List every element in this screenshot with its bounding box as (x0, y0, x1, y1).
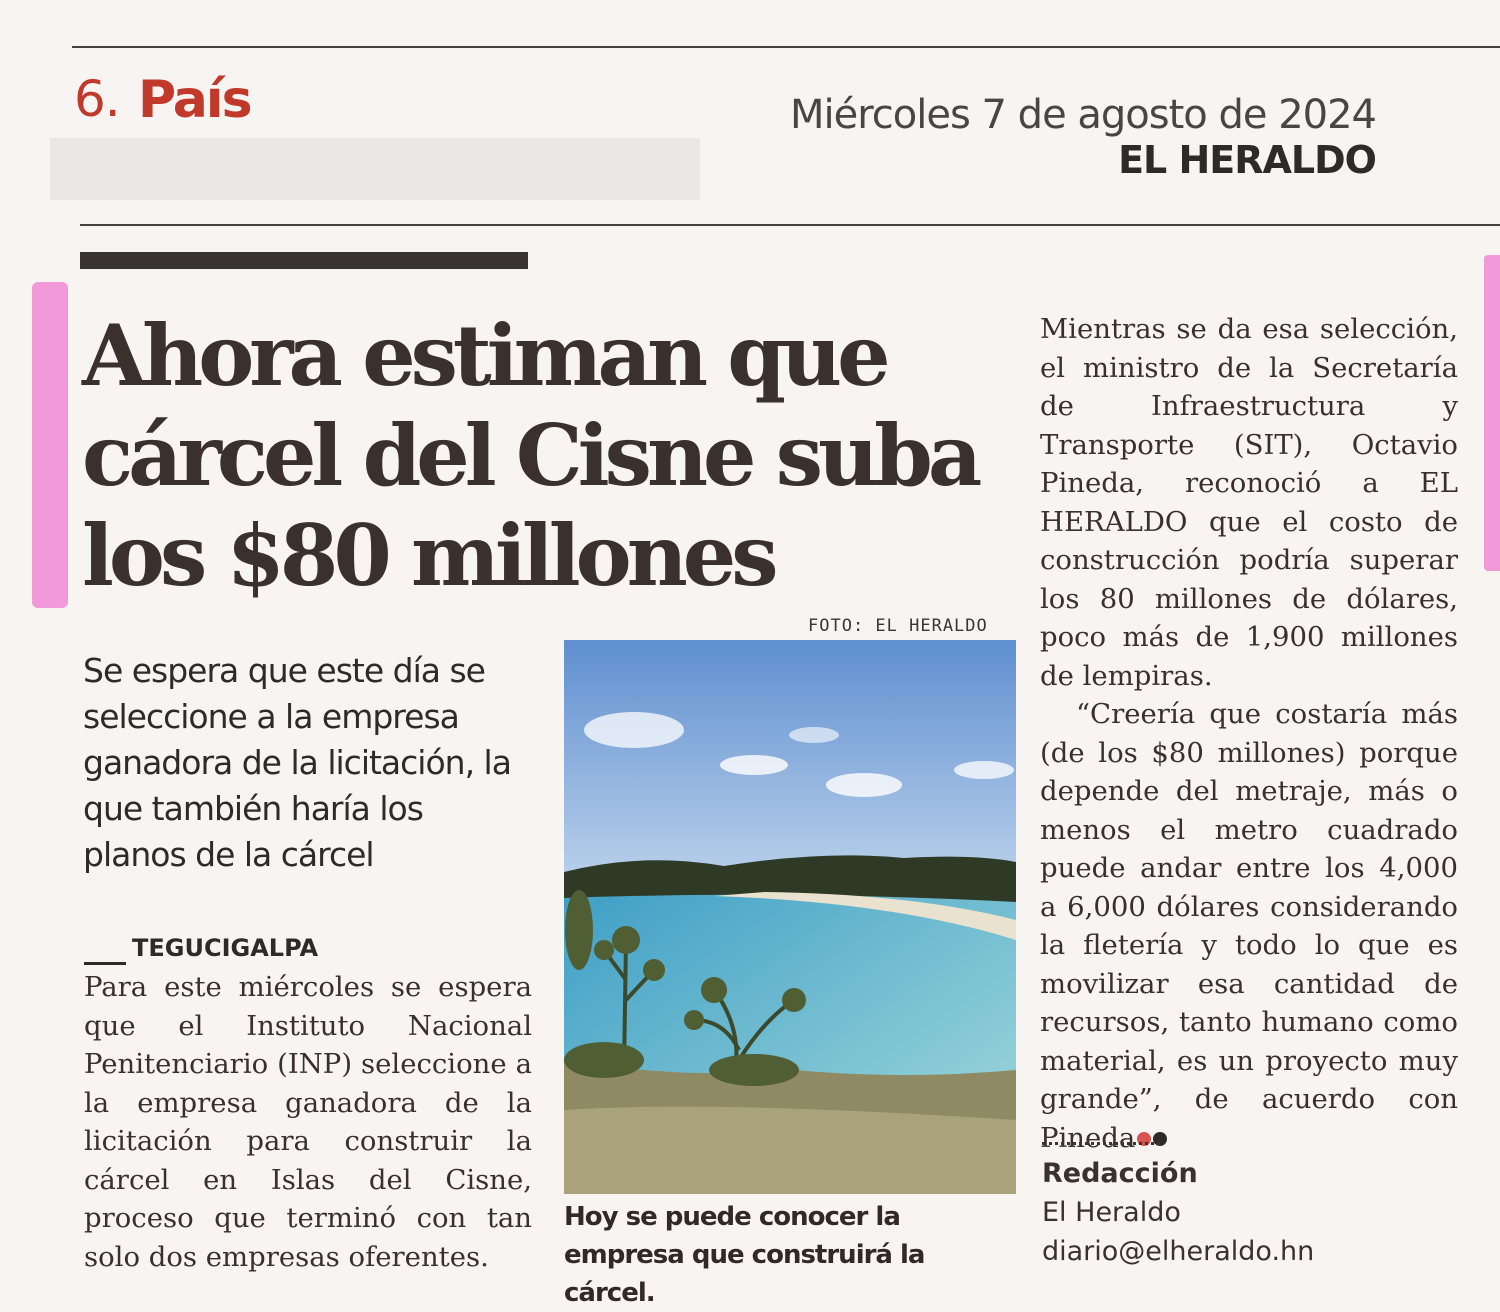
photo-caption: Hoy se puede conocer la empresa que construirá la cárcel. (564, 1202, 925, 1308)
highlighter-mark-right (1484, 255, 1500, 571)
header-rule (80, 224, 1500, 226)
body-paragraph: Mientras se da esa selección, el ministro de la Secretaría de Infraestructura y Transporte (SIT), Octavio Pineda, reconoció a EL HERALDO que el costo de construcción podría superar los 80 millones de dólares, poco más de 1,900 millones de lempiras. (1040, 313, 1458, 692)
subheadline: Se espera que este día se seleccione a la empresa ganadora de la licitación, la que también haría los planos de la cárcel (83, 651, 511, 874)
newspaper-name: EL HERALDO (1118, 138, 1376, 182)
byline-divider (1042, 1142, 1160, 1145)
body-text-left: Para este miércoles se espera que el Instituto Nacional Penitenciario (INP) seleccione a la empresa ganadora de la licitación para construir la cárcel en Islas del Cisne, proceso que terminó con tan solo dos empresas oferentes. (84, 971, 532, 1273)
headline-line: cárcel del Cisne suba (82, 406, 978, 505)
headline (82, 306, 1022, 606)
byline-outlet: El Heraldo (1042, 1197, 1181, 1228)
bleed-through-band (50, 138, 700, 200)
issue-date: Miércoles 7 de agosto de 2024 (789, 92, 1376, 138)
section-name: País (138, 70, 251, 130)
dateline: TEGUCIGALPA (132, 934, 319, 962)
byline-email: diario@elheraldo.hn (1042, 1236, 1315, 1267)
section-number: 6. (74, 70, 120, 128)
photo-credit: FOTO: EL HERALDO (808, 616, 988, 636)
body-paragraph-quote (1040, 695, 1458, 1157)
quote-text: “Creería que costaría más (de los $80 millones) porque depende del metraje, más o menos el metro cuadrado puede andar entre los 4,000 a 6,000 dólares considerando la fletería y todo lo que es movilizar esa cantidad de recursos, tanto humano como material, es un proyecto muy grande”, de acuerdo con Pineda (1040, 698, 1458, 1154)
headline-bar (80, 252, 528, 269)
headline-line: Ahora estiman que (82, 306, 886, 405)
beach-photo (564, 640, 1016, 1194)
headline-line: los $80 millones (82, 506, 774, 605)
dateline-dash (84, 962, 126, 965)
highlighter-mark-left (32, 282, 68, 608)
body-text-right (1040, 310, 1458, 1157)
top-rule (72, 46, 1500, 48)
byline-author: Redacción (1042, 1158, 1198, 1189)
